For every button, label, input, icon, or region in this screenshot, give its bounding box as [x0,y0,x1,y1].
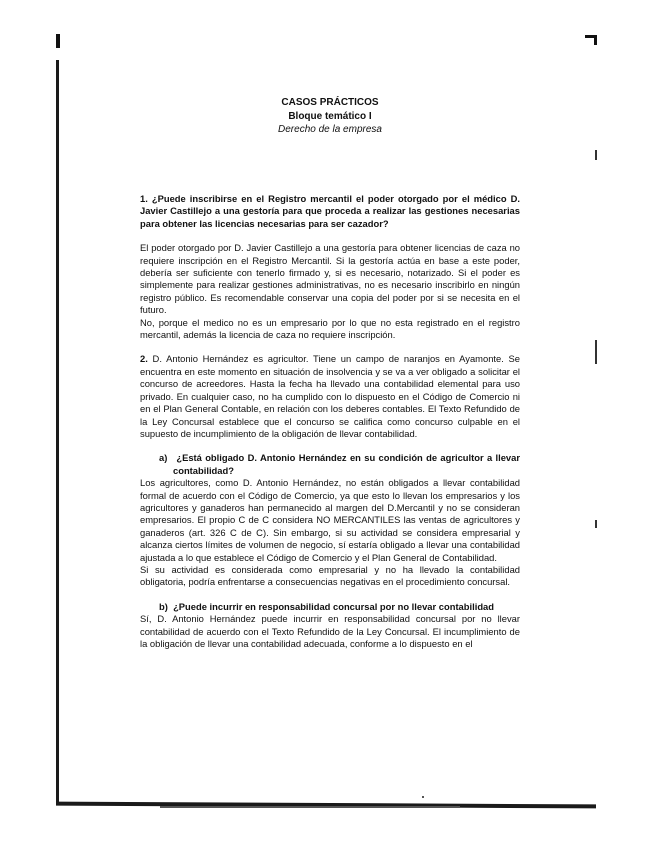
question-2-text: D. Antonio Hernández es agricultor. Tiene un campo de naranjos en Ayamonte. Se encuentra en este momento en situación de insolvencia y se va a ver obligado a solicitar el concurso de acreedores. Hasta la fecha ha llevado una contabilidad elemental para uso privado. En cualquier caso, no ha cumplido con lo dispuesto en el Código de Comercio ni en el Plan General Contable, en relación con los deberes contables. El Texto Refundido de la Ley Concursal establece que el concurso se califica como concurso culpable en el supuesto de incumplimiento de la obligación de llevar contabilidad. [140,353,521,439]
sub-question-b-text: ¿Puede incurrir en responsabilidad concursal por no llevar contabilidad [173,600,494,612]
document-header [140,96,520,137]
sub-answer-a-paragraph-2: Si su actividad es considerada como empresarial y no ha llevado la contabilidad obligatoria, podría enfrentarse a consecuencias negativas en el procedimiento concursal. [140,563,520,588]
scan-right-mark [595,520,597,528]
scan-left-edge [56,60,59,805]
sub-question-a [140,452,520,477]
question-1: 1. ¿Puede inscribirse en el Registro mercantil el poder otorgado por el médico D. Javier Castillejo a una gestoría para que proceda a realizar las gestiones necesarias para obtener las licencias necesarias para ser cazador? [140,193,520,229]
document-block: Bloque temático I [288,110,372,122]
answer-1-paragraph-1: El poder otorgado por D. Javier Castillejo a una gestoría para obtener licencias de caza no requiere inscripción en el Registro Mercantil. Si la gestoría actúa en base a este poder, debería ser suficiente con tenerlo firmado y, si es necesario, notarizado. Si el poder es simplemente para realizar gestiones administrativas, no es necesario inscribirlo en ningún registro público. Es recomendable conservar una copia del poder por si se necesita en el futuro. [140,242,520,316]
sub-question-a-text: ¿Está obligado D. Antonio Hernández en su condición de agricultor a llevar contabilidad? [173,452,521,476]
sub-answer-b: Sí, D. Antonio Hernández puede incurrir en responsabilidad concursal por no llevar contabilidad de acuerdo con el Texto Refundido de la Ley Concursal. El incumplimiento de la obligación de llevar una contabilidad adecuada, conforme a lo dispuesto en el [140,613,520,649]
document-body [140,193,520,650]
scan-right-mark [595,340,597,364]
scan-corner-mark-vertical [594,35,597,45]
sub-answer-a-paragraph-1: Los agricultores, como D. Antonio Hernández, no están obligados a llevar contabilidad formal de acuerdo con el Código de Comercio, ya que esto lo llevan los empresarios y los agricultores y ganaderos han permanecido al margen del D.Mercantil y no se consideran empresarios. El propio C de C considera NO MERCANTILES las ventas de agricultores y ganaderos (art. 326 C de C). Sin embargo, si su actividad se considera empresarial y alcanza ciertos límites de volumen de negocio, sí estaría obligado a llevar una contabilidad ajustada a lo que establece el Código de Comercio y el Plan General de Contabilidad. [140,477,520,563]
document-subject: Derecho de la empresa [278,124,382,135]
scan-bottom-edge-shadow [160,806,460,808]
document-title: CASOS PRÁCTICOS [281,97,379,108]
question-2-statement: 2. D. Antonio Hernández es agricultor. Tiene un campo de naranjos en Ayamonte. Se encuentra en este momento en situación de insolvencia y se va a ver obligado a solicitar el concurso de acreedores. Hasta la fecha ha llevado una contabilidad elemental para uso privado. En cualquier caso, no ha cumplido con lo dispuesto en el Código de Comercio ni en el Plan General Contable, en relación con los deberes contables. El Texto Refundido de la Ley Concursal establece que el concurso se califica como concurso culpable en el supuesto de incumplimiento de la obligación de llevar contabilidad. [140,353,521,439]
scan-right-mark [595,150,597,160]
scan-dust [422,796,424,798]
scan-edge-mark [56,34,60,48]
answer-1-paragraph-2: No, porque el medico no es un empresario por lo que no esta registrado en el registro mercantil, además la licencia de caza no requiere inscripción. [140,316,520,341]
sub-question-b [140,601,520,613]
sub-question-a-label: a) [159,452,168,464]
sub-question-b-label: b) [159,600,168,612]
